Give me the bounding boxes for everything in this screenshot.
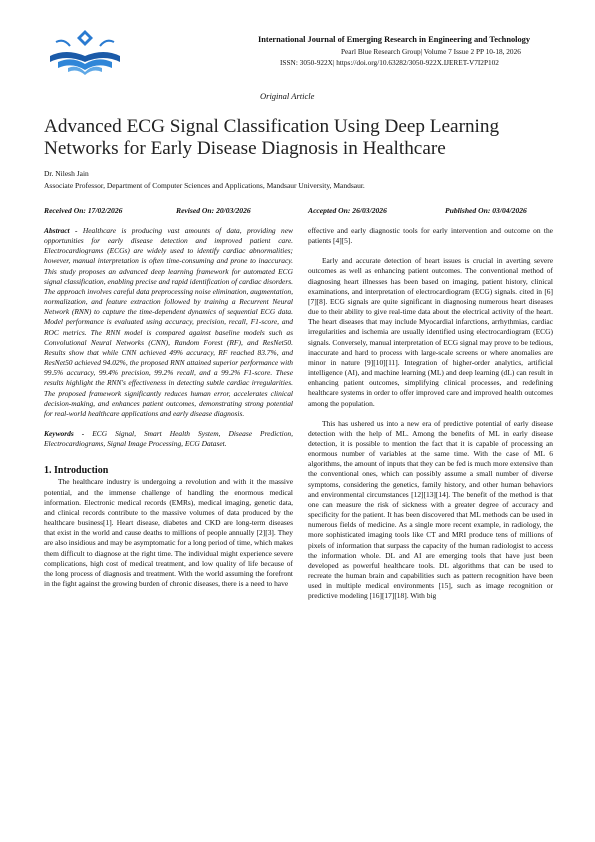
right-paragraph-0: effective and early diagnostic tools for early intervention and outcome on the patients [4][5]. [308, 226, 553, 246]
intro-paragraph-1: The healthcare industry is undergoing a revolution and with it the massive potential, and the immense challenge of handling the enormous medical information. Electronic medical records (EMRs), medical imaging, genetic data, and clinical records contribute to the massive volumes of data produced by the healthcare business[1]. Heart disease, diabetes and CKD are long-term diseases that exist in the world and cause deaths to millions of people annually [2][3]. They are also insidious and may be asymptomatic for a long period of time, which makes them difficult to diagnose at the right time. The individual might experience severe complications, high cost of medical treatment, and low quality of life because of the long process of diagnosis and treatment. With the world assuming the forefront in the fight against the growing burden of chronic diseases, there is a need to have [44, 477, 293, 588]
right-column [308, 226, 553, 601]
right-paragraph-2: This has ushered us into a new era of predictive potential of early disease detection with the help of ML. Among the benefits of ML in early disease detection, it is possible to mention the fact that it is capable of processing an enormous number of variables at the same time. With the case of ML 6 algorithms, the amount of inputs that they can be fed is much more extensive than the conventional ones, which can possibly assume a small number of diverse symptoms, considering the genetics, family history, and other human behaviors and environmental circumstances [12][13][14]. The benefit of the method is that one can measure the risk of sickness with a greater degree of accuracy and specificity for the patient. It has been discovered that ML methods can be used in numerous fields of medicine. As a single more recent example, in radiology, the more sophisticated imaging tools like CT and MRI produce tens of millions of pixels of information that surpass the capacity of the human radiologist to access the information whole. DL and AI are emerging tools that have just been developed as powerful healthcare tools. DL algorithms that can be used to recreate the human brain and capabilities such as pattern recognition have been used in multiple medical environments [15], such as image recognition or predictive modeling [16][17][18]. With big [308, 418, 553, 601]
right-paragraph-1: Early and accurate detection of heart issues is crucial in averting severe outcomes as well as enhancing patient outcomes. The conventional method of diagnosing heart illnesses has been based on imaging, patient history, clinical examinations, and interpretation of electrocardiogram (ECG) signals. cited in [6][7][8]. ECG signals are quite significant in diagnosing numerous heart diseases due to their ability to give real-time data about the electrical activity of the heart. The heart diseases that may include Myocardial infarctions, arrhythmias, cardiac irregularities and ischemia are usually identified using electrocardiogram (ECG) signals. Conversely, manual interpretation of ECG signal may prove to be tedious, inaccurate and hard to process with large-scale screens or where anomalies are minor in nature [9][10][11]. Integration of higher-order analytics, artificial intelligence (AI), and machine learning (ML) and deep learning (dL) can result in enhancing patient outcomes, simplifying clinical processes, and redefining healthcare systems in order to offer improved care and improved health outcomes among the population. [308, 256, 553, 408]
accepted-date: Accepted On: 26/03/2026 [308, 206, 387, 215]
article-type: Original Article [260, 91, 315, 101]
publisher-line: Pearl Blue Research Group| Volume 7 Issue 2 PP 10-18, 2026 [341, 47, 521, 56]
issn-line: ISSN: 3050-922X| https://doi.org/10.63282/3050-922X.IJERET-V7I2P102 [280, 58, 499, 67]
journal-name: International Journal of Emerging Research in Engineering and Technology [258, 35, 531, 44]
author-affiliation: Associate Professor, Department of Computer Sciences and Applications, Mandsaur University, Mandsaur. [44, 181, 365, 190]
received-date: Received On: 17/02/2026 [44, 206, 123, 215]
published-date: Published On: 03/04/2026 [445, 206, 527, 215]
keywords-label: Keywords - [44, 428, 85, 438]
keywords [44, 429, 293, 449]
abstract [44, 226, 293, 419]
abstract-text: Healthcare is producing vast amounts of data, providing new opportunities for early disease detection and improved patient care. Electrocardiograms (ECGs) are widely used to identify cardiac abnormalities; however, manual interpretation is often time-consuming and prone to inaccuracy. This study proposes an advanced deep learning framework for automated ECG signal classification, enabling precise and rapid identification of cardiac disorders. The approach involves careful data preprocessing noise elimination, augmentation, normalization, and feature extraction followed by training a Recurrent Neural Network (RNN) to capture the time-dependent dynamics of sequential ECG data. Model performance is evaluated using accuracy, precision, recall, F1-score, and ROC metrics. The RNN model is compared against baseline models such as Convolutional Neural Networks (CNN), Random Forest (RF), and ResNet50. Results show that while CNN achieved 49% accuracy, RF reached 83.7%, and ResNet50 achieved 94.02%, the proposed RNN attained superior performance with 99.5% accuracy, 99.4% precision, 99.2% recall, and a 99.2% F1-score. These results highlight the RNN's effectiveness in detecting subtle cardiac irregularities. The proposed framework significantly reduces human error, accelerates clinical decision-making, and enhances patient outcomes, demonstrating strong potential for real-world healthcare applications and early disease diagnosis. [44, 226, 294, 418]
intro-heading: 1. Introduction [44, 465, 109, 477]
abstract-label: Abstract - [44, 226, 78, 235]
keywords-text: ECG Signal, Smart Health System, Disease Prediction, Electrocardiograms, Signal Image Processing, ECG Dataset. [44, 428, 294, 449]
left-column [44, 226, 293, 589]
journal-logo [44, 26, 126, 76]
revised-date: Revised On: 20/03/2026 [176, 206, 251, 215]
paper-title: Advanced ECG Signal Classification Using Deep Learning Networks for Early Disease Diagnosis in Healthcare [44, 116, 500, 159]
author-name: Dr. Nilesh Jain [44, 169, 89, 178]
